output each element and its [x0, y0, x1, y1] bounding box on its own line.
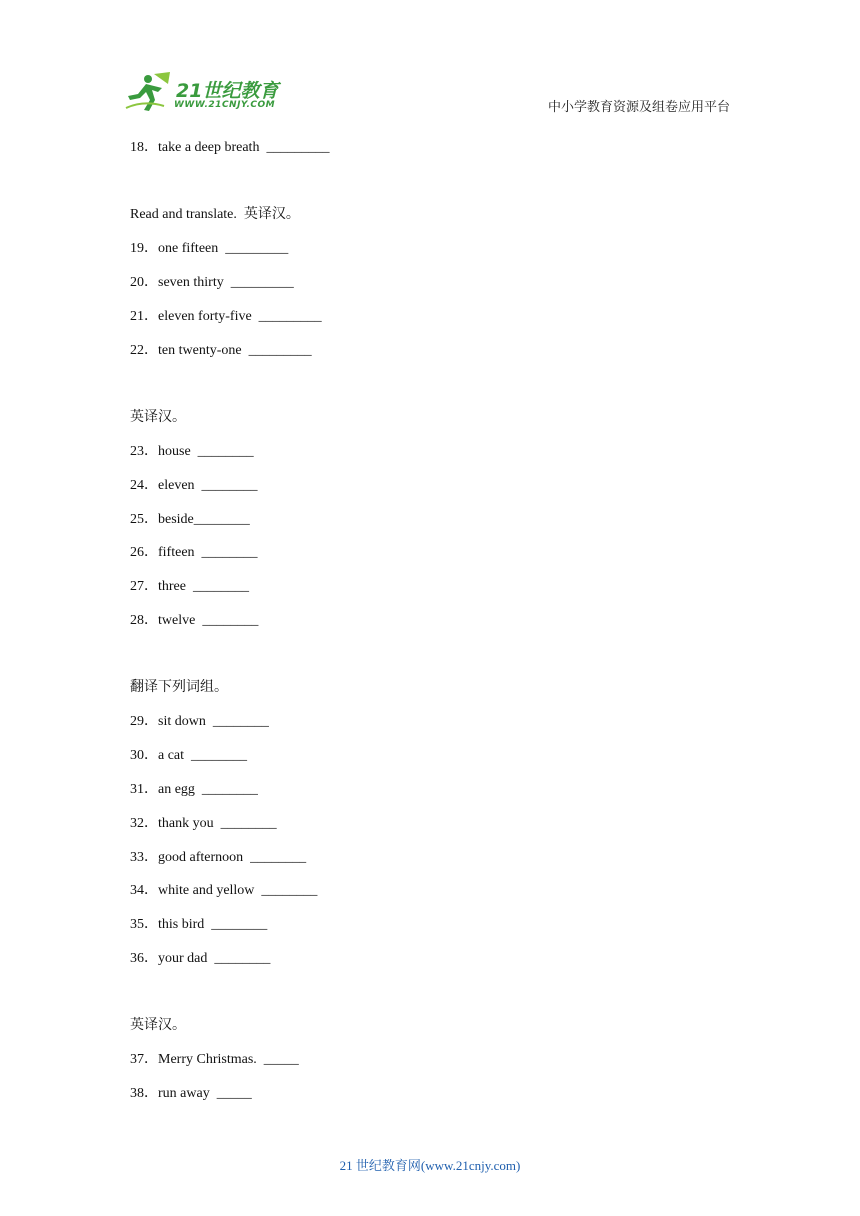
question-35: 35．this bird ________ [130, 917, 268, 932]
question-38: 38．run away _____ [130, 1086, 252, 1101]
question-19: 19．one fifteen _________ [130, 241, 289, 256]
question-37: 37．Merry Christmas. _____ [130, 1052, 299, 1067]
footer-link[interactable]: 21 世纪教育网(www.21cnjy.com) [339, 1158, 521, 1173]
question-18: 18．take a deep breath _________ [130, 140, 330, 155]
section-heading-phrases: 翻译下列词组。 [130, 680, 228, 695]
question-24: 24．eleven ________ [130, 478, 258, 493]
page-header [0, 0, 860, 120]
question-22: 22．ten twenty-one _________ [130, 343, 312, 358]
logo-text: 21世纪教育 [176, 80, 279, 102]
runner-logo-icon [124, 70, 176, 114]
question-32: 32．thank you ________ [130, 816, 277, 831]
question-29: 29．sit down ________ [130, 714, 269, 729]
question-31: 31．an egg ________ [130, 782, 258, 797]
question-20: 20．seven thirty _________ [130, 275, 294, 290]
question-34: 34．white and yellow ________ [130, 883, 318, 898]
logo-url: WWW.21CNJY.COM [174, 100, 276, 110]
question-27: 27．three ________ [130, 579, 249, 594]
question-26: 26．fifteen ________ [130, 545, 258, 560]
platform-title: 中小学教育资源及组卷应用平台 [547, 99, 730, 114]
question-28: 28．twelve ________ [130, 613, 259, 628]
question-21: 21．eleven forty-five _________ [130, 309, 322, 324]
logo [124, 70, 294, 118]
section-heading-read-translate: Read and translate. 英译汉。 [130, 207, 300, 222]
question-33: 33．good afternoon ________ [130, 850, 307, 865]
section-heading-en-zh: 英译汉。 [130, 410, 186, 425]
question-25: 25．beside________ [130, 512, 250, 527]
question-30: 30．a cat ________ [130, 748, 248, 763]
question-36: 36．your dad ________ [130, 951, 271, 966]
question-23: 23．house ________ [130, 444, 254, 459]
section-heading-en-zh-2: 英译汉。 [130, 1018, 186, 1033]
